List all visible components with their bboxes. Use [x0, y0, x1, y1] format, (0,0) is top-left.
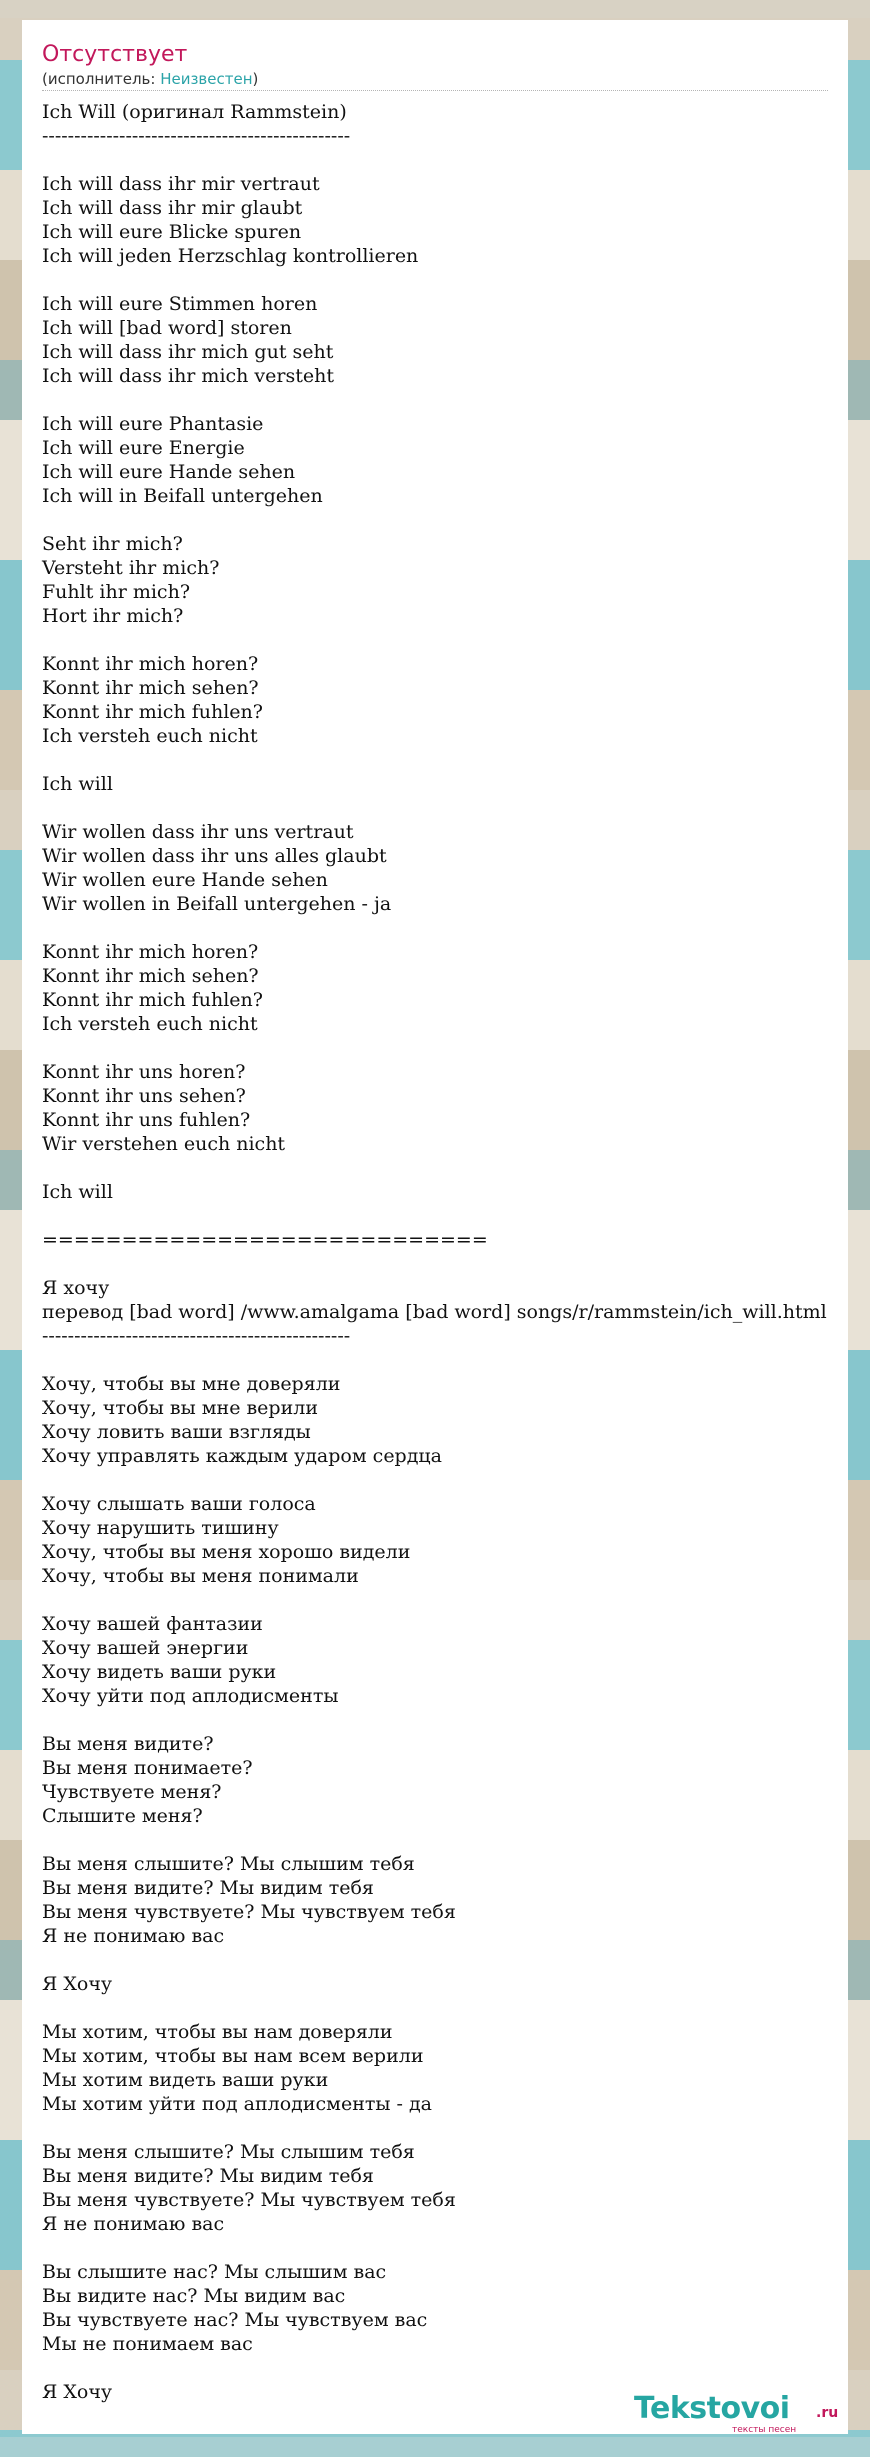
logo-name: Tekstovoi	[634, 2391, 790, 2426]
top-background-strip	[0, 0, 870, 18]
lyrics-text: Ich Will (оригинал Rammstein) ------------------------------------------------ Ich will dass ihr mir vertraut Ich will dass ihr mir glaubt Ich will eure Blicke spuren Ich will jeden Herzschlag kontrollieren Ich will eure Stimmen horen Ich will [bad word] storen Ich will dass ihr mich gut seht Ich will dass ihr mich versteht Ich will eure Phantasie Ich will eure Energie Ich will eure Hande sehen Ich will in Beifall untergehen Seht ihr mich? Versteht ihr mich? Fuhlt ihr mich? Hort ihr mich? Konnt ihr mich horen? Konnt ihr mich sehen? Konnt ihr mich fuhlen? Ich versteh euch nicht Ich will Wir wollen dass ihr uns vertraut Wir wollen dass ihr uns alles glaubt Wir wollen eure Hande sehen Wir wollen in Beifall untergehen - ja Konnt ihr mich horen? Konnt ihr mich sehen? Konnt ihr mich fuhlen? Ich versteh euch nicht Konnt ihr uns horen? Konnt ihr uns sehen? Konnt ihr uns fuhlen? Wir verstehen euch nicht Ich will ============================ Я хочу перевод [bad word] /www.amalgama [bad word] songs/r/rammstein/ich_will.html ------------------------------------------------ Хочу, чтобы вы мне доверяли Хочу, чтобы вы мне верили Хочу ловить ваши взгляды Хочу управлять каждым ударом сердца Хочу слышать ваши голоса Хочу нарушить тишину Хочу, чтобы вы меня хорошо видели Хочу, чтобы вы меня понимали Хочу вашей фантазии Хочу вашей энергии Хочу видеть ваши руки Хочу уйти под аплодисменты Вы меня видите? Вы меня понимаете? Чувствуете меня? Слышите меня? Вы меня слышите? Мы слышим тебя Вы меня видите? Мы видим тебя Вы меня чувствуете? Мы чувствуем тебя Я не понимаю вас Я Хочу Мы хотим, чтобы вы нам доверяли Мы хотим, чтобы вы нам всем верили Мы хотим видеть ваши руки Мы хотим уйти под аплодисменты - да Вы меня слышите? Мы слышим тебя Вы меня видите? Мы видим тебя Вы меня чувствуете? Мы чувствуем тебя Я не понимаю вас Вы слышите нас? Мы слышим вас Вы видите нас? Мы видим вас Вы чувствуете нас? Мы чувствуем вас Мы не понимаем вас Я Хочу	[42, 101, 827, 2403]
logo-tld: .ru	[816, 2405, 839, 2421]
artist-line	[42, 68, 828, 91]
lyrics-panel	[22, 20, 848, 2434]
bottom-background-strip	[0, 2437, 870, 2457]
artist-suffix: )	[252, 70, 259, 88]
site-logo[interactable]	[634, 2391, 839, 2434]
song-title: Отсутствует	[42, 42, 188, 67]
artist-prefix: (исполнитель:	[42, 70, 161, 88]
artist-link[interactable]: Неизвестен	[160, 70, 253, 88]
logo-tagline: тексты песен	[732, 2425, 797, 2434]
